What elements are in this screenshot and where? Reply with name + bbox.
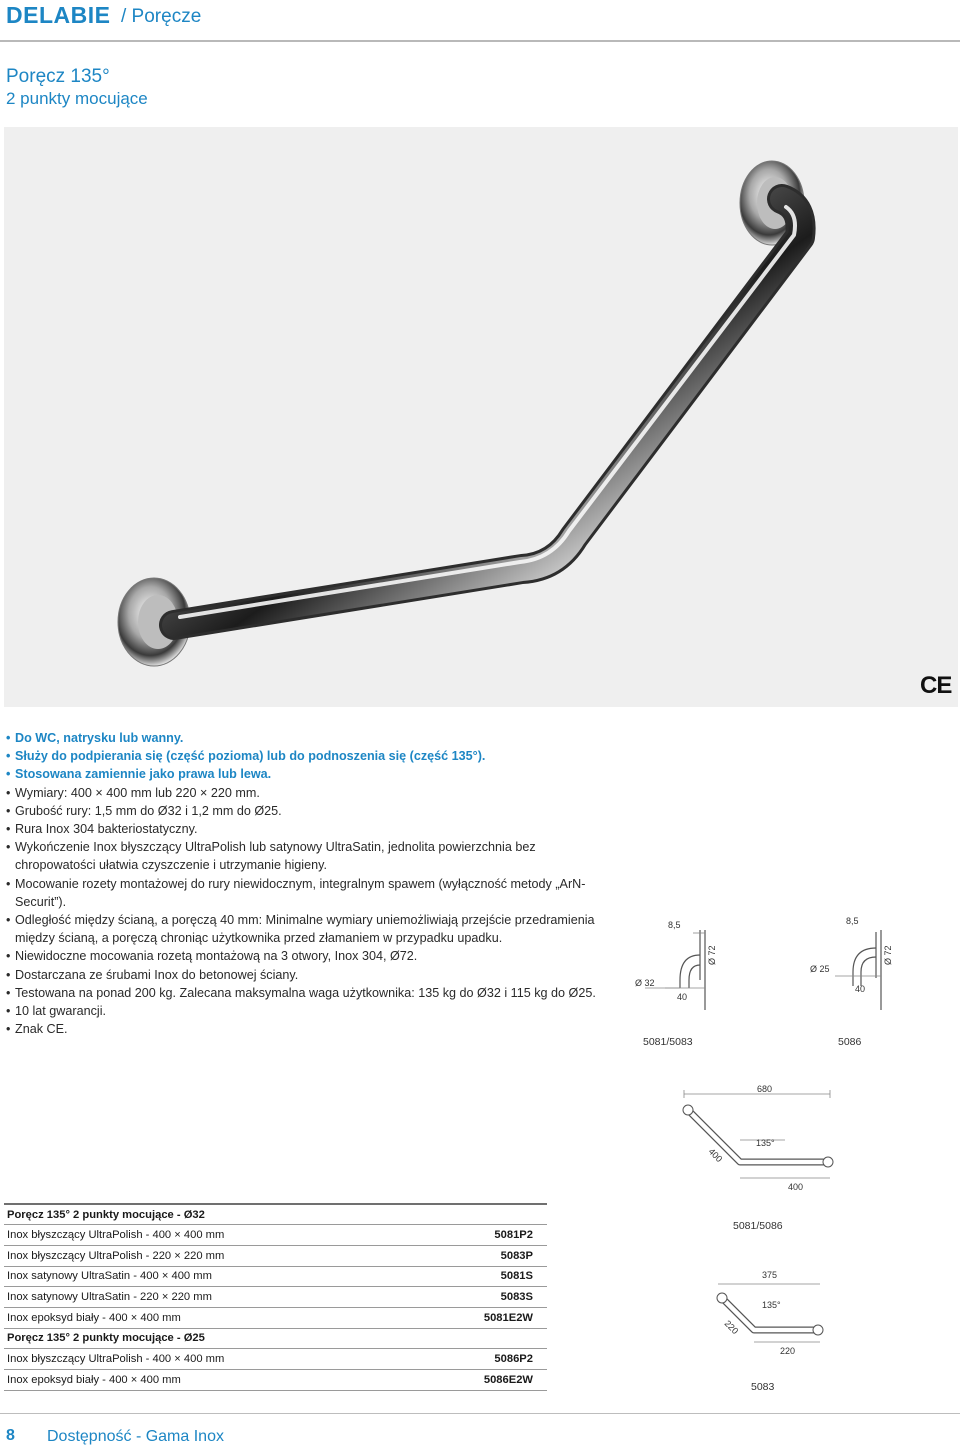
row-code: 5081P2: [462, 1225, 547, 1246]
dim-top: 8,5: [668, 920, 681, 930]
feature-item: • Dostarczana ze śrubami Inox do betonowej ściany.: [6, 966, 616, 984]
feature-item: • Grubość rury: 1,5 mm do Ø32 i 1,2 mm do Ø25.: [6, 802, 616, 820]
side-drawing-b: [805, 910, 915, 1010]
table-row: [4, 1245, 547, 1266]
row-code: 5086P2: [462, 1349, 547, 1370]
table-row: [4, 1266, 547, 1287]
brand-name: DELABIE: [6, 2, 111, 28]
caption-front-small: 5083: [751, 1381, 775, 1393]
page-header: [0, 0, 960, 34]
product-subtitle-strong: 2 punkty: [6, 89, 71, 108]
feature-item: • Testowana na ponad 200 kg. Zalecana maksymalna waga użytkownika: 135 kg do Ø32 i 115 kg do Ø25.: [6, 984, 616, 1002]
group-label: Poręcz 135° 2 punkty mocujące - Ø25: [4, 1328, 547, 1349]
table-row: [4, 1370, 547, 1391]
feature-item: • Niewidoczne mocowania rozetą montażową na 3 otwory, Inox 304, Ø72.: [6, 947, 616, 965]
dim-base: 400: [788, 1182, 804, 1192]
dim-diag: 400: [706, 1146, 725, 1165]
ce-mark: CE: [920, 672, 952, 699]
row-code: 5081S: [462, 1266, 547, 1287]
dim-angle: 135°: [762, 1300, 781, 1310]
caption-side-a: 5081/5083: [643, 1036, 693, 1048]
table-group-row: [4, 1328, 547, 1349]
footer-text: Dostępność - Gama Inox: [47, 1428, 224, 1445]
feature-item: • Wymiary: 400 × 400 mm lub 220 × 220 mm.: [6, 784, 616, 802]
row-label: Inox epoksyd biały - 400 × 400 mm: [4, 1307, 462, 1328]
header-divider: [0, 40, 960, 42]
table-row: [4, 1307, 547, 1328]
dim-depth: 40: [677, 992, 688, 1002]
dim-top: 8,5: [846, 916, 859, 926]
row-label: Inox satynowy UltraSatin - 400 × 400 mm: [4, 1266, 462, 1287]
dim-rosette: Ø 72: [883, 945, 893, 965]
dim-base: 220: [780, 1346, 796, 1356]
caption-front-large: 5081/5086: [733, 1220, 783, 1232]
group-label: Poręcz 135° 2 punkty mocujące - Ø32: [4, 1204, 547, 1225]
front-drawing-large: [670, 1080, 840, 1195]
product-subtitle: [6, 89, 148, 109]
feature-item: • Do WC, natrysku lub wanny.: [6, 729, 616, 747]
front-drawing-small: [700, 1262, 830, 1372]
feature-item: • Rura Inox 304 bakteriostatyczny.: [6, 820, 616, 838]
dim-tube: Ø 25: [810, 964, 830, 974]
dim-depth: 40: [855, 984, 866, 994]
page-number: 8: [6, 1427, 15, 1444]
row-label: Inox błyszczący UltraPolish - 400 × 400 mm: [4, 1225, 462, 1246]
table-row: [4, 1225, 547, 1246]
row-label: Inox epoksyd biały - 400 × 400 mm: [4, 1370, 462, 1391]
feature-list: [6, 729, 616, 1038]
product-subtitle-rest: mocujące: [75, 89, 148, 108]
feature-item: • Znak CE.: [6, 1020, 616, 1038]
dim-tube: Ø 32: [635, 978, 655, 988]
spec-table: [4, 1203, 547, 1391]
row-code: 5081E2W: [462, 1307, 547, 1328]
table-row: [4, 1287, 547, 1308]
section-title: / Poręcze: [121, 6, 202, 27]
side-drawing-a: [625, 910, 745, 1010]
dim-angle: 135°: [756, 1138, 775, 1148]
feature-item: • Służy do podpierania się (część pozioma) lub do podnoszenia się (część 135°).: [6, 747, 616, 765]
row-label: Inox błyszczący UltraPolish - 400 × 400 mm: [4, 1349, 462, 1370]
product-title: Poręcz 135°: [6, 66, 110, 87]
footer-divider: [0, 1413, 960, 1414]
dim-width: 375: [762, 1270, 778, 1280]
row-label: Inox satynowy UltraSatin - 220 × 220 mm: [4, 1287, 462, 1308]
row-code: 5083P: [462, 1245, 547, 1266]
dim-rosette: Ø 72: [707, 945, 717, 965]
dim-width: 680: [757, 1084, 773, 1094]
feature-item: • Stosowana zamiennie jako prawa lub lewa.: [6, 765, 616, 783]
table-group-row: [4, 1204, 547, 1225]
row-label: Inox błyszczący UltraPolish - 220 × 220 mm: [4, 1245, 462, 1266]
caption-side-b: 5086: [838, 1036, 862, 1048]
feature-item: • Wykończenie Inox błyszczący UltraPolish lub satynowy UltraSatin, jednolita powierzchnia bez chropowatości ułatwia czyszczenie i utrzymanie higieny.: [6, 838, 616, 874]
row-code: 5083S: [462, 1287, 547, 1308]
feature-item: • 10 lat gwarancji.: [6, 1002, 616, 1020]
dim-diag: 220: [722, 1318, 741, 1337]
grab-bar-image: [4, 127, 958, 707]
product-photo: [4, 127, 958, 707]
table-row: [4, 1349, 547, 1370]
feature-item: • Mocowanie rozety montażowej do rury niewidocznym, integralnym spawem (wyłączność metody „ArN-Securit”).: [6, 875, 616, 911]
feature-item: • Odległość między ścianą, a poręczą 40 mm: Minimalne wymiary uniemożliwiają przejście przedramienia między ścianą, a poręczą chroniąc użytkownika przed złamaniem w przypadku upadku.: [6, 911, 616, 947]
row-code: 5086E2W: [462, 1370, 547, 1391]
